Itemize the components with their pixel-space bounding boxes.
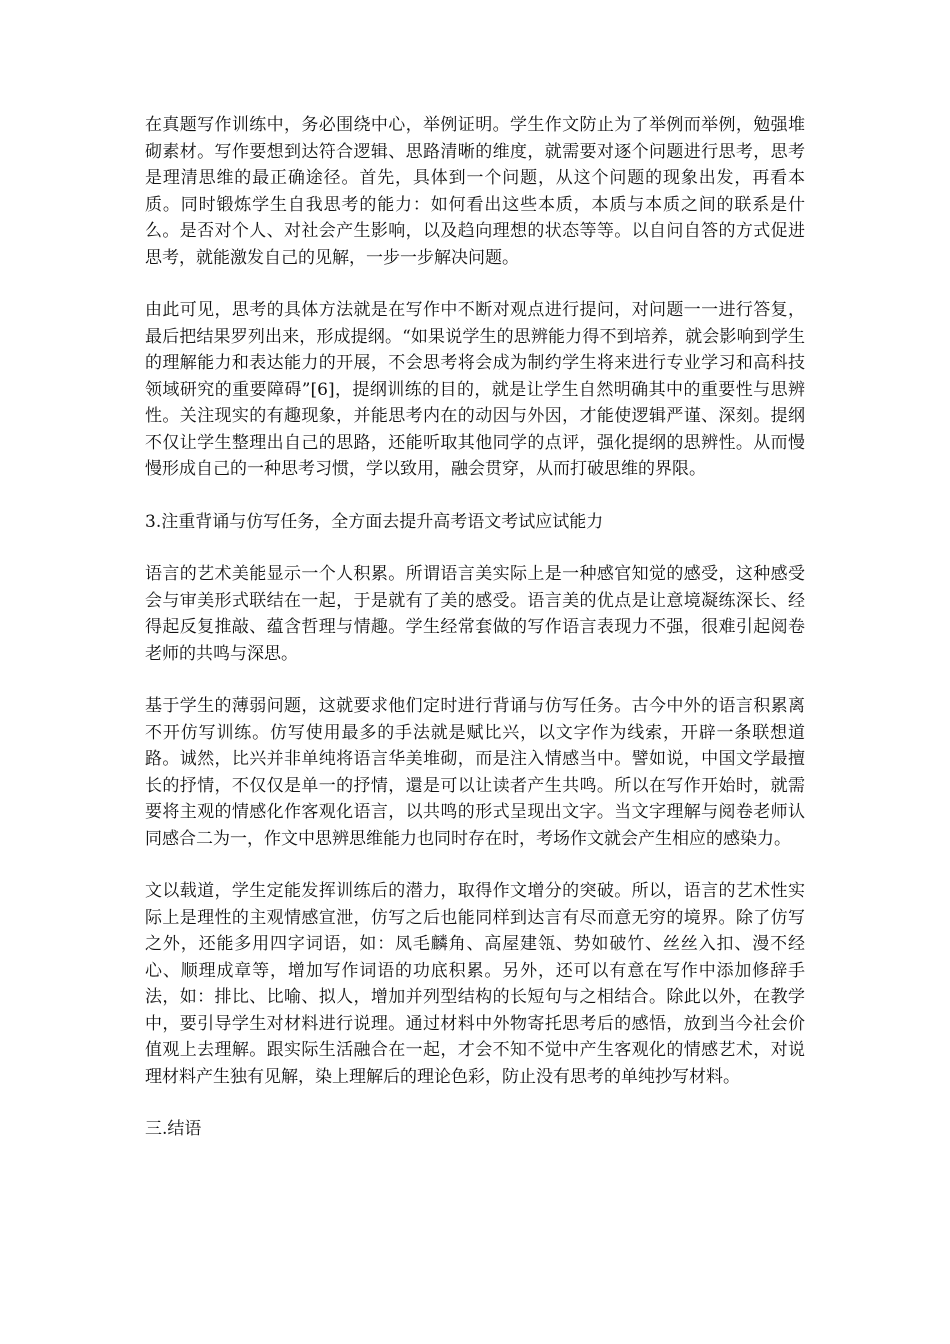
section-heading-conclusion: 三.结语 <box>145 1119 202 1139</box>
paragraph-writing-improvement: 文以载道，学生定能发挥训练后的潜力，取得作文增分的突破。所以，语言的艺术性实际上是理性的主观情感宣泄，仿写之后也能同样到达言有尽而意无穷的境界。除了仿写之外，还能多用四字词语，如：凤毛麟角、高屋建瓴、势如破竹、丝丝入扣、漫不经心、顺理成章等，增加写作词语的功底积累。另外，还可以有意在写作中添加修辞手法，如：排比、比喻、拟人，增加并列型结构的长短句与之相结合。除此以外，在教学中，要引导学生对材料进行说理。通过材料中外物寄托思考后的感悟，放到当今社会价值观上去理解。跟实际生活融合在一起，才会不知不觉中产生客观化的情感艺术，对说理材料产生独有见解，染上理解后的理论色彩，防止没有思考的单纯抄写材料。 <box>145 881 805 1087</box>
paragraph-language-beauty: 语言的艺术美能显示一个人积累。所谓语言美实际上是一种感官知觉的感受，这种感受会与审美形式联结在一起，于是就有了美的感受。语言美的优点是让意境凝练深长、经得起反复推敲、蕴含哲理与情趣。学生经常套做的写作语言表现力不强，很难引起阅卷老师的共鸣与深思。 <box>145 564 805 664</box>
document-body <box>145 112 805 1169</box>
paragraph-thinking-method-intro: 在真题写作训练中，务必围绕中心，举例证明。学生作文防止为了举例而举例，勉强堆砌素材。写作要想到达符合逻辑、思路清晰的维度，就需要对逐个问题进行思考，思考是理清思维的最正确途径。首先，具体到一个问题，从这个问题的现象出发，再看本质。同时锻炼学生自我思考的能力：如何看出这些本质，本质与本质之间的联系是什么。是否对个人、对社会产生影响，以及趋向理想的状态等等。以自问自答的方式促进思考，就能激发自己的见解，一步一步解决问题。 <box>145 115 805 268</box>
section-heading-3: 3.注重背诵与仿写任务，全方面去提升高考语文考试应试能力 <box>145 511 604 532</box>
paragraph-recitation-imitation: 基于学生的薄弱问题，这就要求他们定时进行背诵与仿写任务。古今中外的语言积累离不开仿写训练。仿写使用最多的手法就是赋比兴，以文字作为线索，开辟一条联想道路。诚然，比兴并非单纯将语言华美堆砌，而是注入情感当中。譬如说，中国文学最擅长的抒情，不仅仅是单一的抒情，還是可以让读者产生共鸣。所以在写作开始时，就需要将主观的情感化作客观化语言，以共鸣的形式呈现出文字。当文字理解与阅卷老师认同感合二为一，作文中思辨思维能力也同时存在时，考场作文就会产生相应的感染力。 <box>145 696 805 849</box>
paragraph-outline-training: 由此可见，思考的具体方法就是在写作中不断对观点进行提问，对问题一一进行答复，最后把结果罗列出来，形成提纲。“如果说学生的思辨能力得不到培养，就会影响到学生的理解能力和表达能力的开展，不会思考将会成为制约学生将来进行专业学习和高科技领域研究的重要障碍”[6]，提纲训练的目的，就是让学生自然明确其中的重要性与思辨性。关注现实的有趣现象，并能思考内在的动因与外因，才能使逻辑严谨、深刻。提纲不仅让学生整理出自己的思路，还能听取其他同学的点评，强化提纲的思辨性。从而慢慢形成自己的一种思考习惯，学以致用，融会贯穿，从而打破思维的界限。 <box>145 300 805 479</box>
